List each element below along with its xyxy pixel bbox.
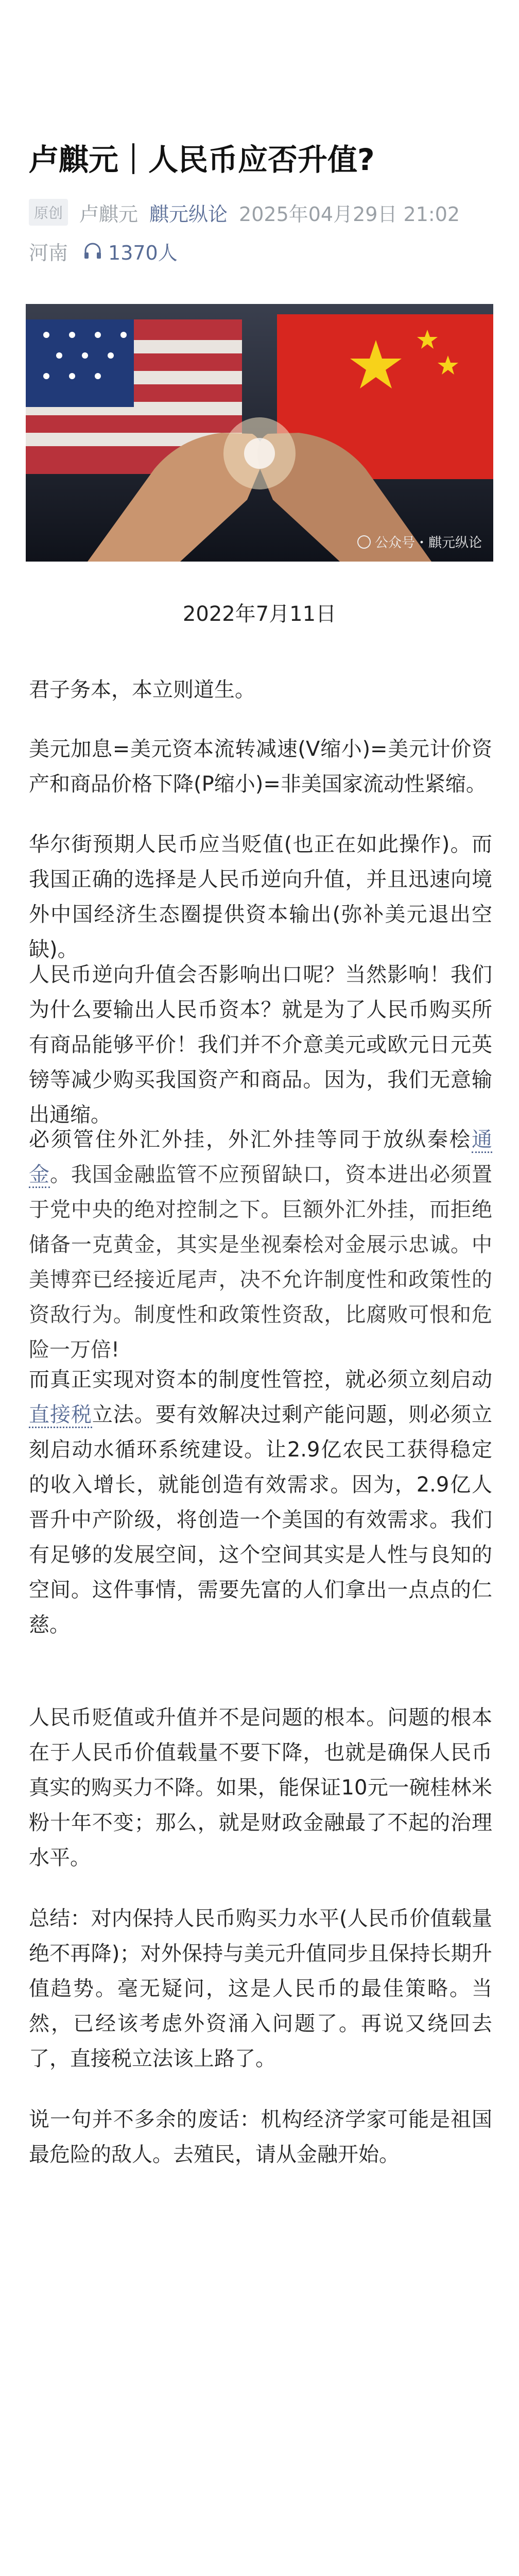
article-meta [29,201,460,224]
headphone-icon [83,242,102,260]
banner-image [26,304,493,562]
paragraph-7: 人民币贬值或升值并不是问题的根本。问题的根本在于人民币价值载量不要下降，也就是确保人民币真实的购买力不降。如果，能保证10元一碗桂林米粉十年不变；那么，就是财政金融最了不起的治理水平。 [29,1706,492,1870]
publish-datetime: 2025年04月29日 21:02 [239,202,460,226]
paragraph-1: 君子务本，本立则道生。 [29,678,255,702]
article-meta-secondary [29,240,178,262]
link-direct-tax[interactable]: 直接税 [29,1403,92,1428]
author-name[interactable]: 卢麒元 [79,202,139,226]
paragraph-5: 必须管住外汇外挂，外汇外挂等同于放纵秦桧通金。我国金融监管不应预留缺口，资本进出必须置于党中央的绝对控制之下。巨额外汇外挂，而拒绝储备一克黄金，其实是坐视秦桧对金展示忠诚。中美博弈已经接近尾声，决不允许制度性和政策性的资敌行为。制度性和政策性资敌，比腐败可恨和危险一万倍! [29,1128,493,1362]
paragraph-8: 总结：对内保持人民币购买力水平(人民币价值载量绝不再降)；对外保持与美元升值同步且保持长期升值趋势。毫无疑问，这是人民币的最佳策略。当然，已经该考虑外资涌入问题了。再说又绕回去了，直接税立法该上路了。 [29,1907,492,2071]
paragraph-6: 而真正实现对资本的制度性管控，就必须立刻启动直接税立法。要有效解决过剩产能问题，则必须立刻启动水循环系统建设。让2.9亿农民工获得稳定的收入增长，就能创造有效需求。因为，2.9亿人晋升中产阶级，将创造一个美国的有效需求。我们有足够的发展空间，这个空间其实是人性与良知的空间。这件事情，需要先富的人们拿出一点点的仁慈。 [29,1368,493,1637]
wechat-logo-icon [357,535,371,549]
flags-fists-illustration [26,304,493,562]
location: 河南 [29,241,68,264]
date-line: 2022年7月11日 [182,602,337,626]
paragraph-3: 华尔街预期人民币应当贬值(也正在如此操作)。而我国正确的选择是人民币逆向升值，并且迅速向境外中国经济生态圈提供资本输出(弥补美元退出空缺)。 [29,833,492,961]
paragraph-9: 说一句并不多余的废话：机构经济学家可能是祖国最危险的敌人。去殖民，请从金融开始。 [29,2108,492,2166]
article-title: 卢麒元｜人民币应否升值? [29,142,375,177]
original-badge: 原创 [29,199,68,226]
listen-button[interactable] [83,237,178,265]
account-name[interactable]: 麒元纵论 [149,202,228,226]
listen-count: 1370人 [108,241,178,264]
paragraph-4: 人民币逆向升值会否影响出口呢？当然影响！我们为什么要输出人民币资本？就是为了人民币购买所有商品能够平价！我们并不介意美元或欧元日元英镑等减少购买我国资产和商品。因为，我们无意输出通缩。 [29,963,492,1127]
paragraph-2: 美元加息=美元资本流转减速(V缩小)=美元计价资产和商品价格下降(P缩小)=非美国家流动性紧缩。 [29,737,492,796]
banner-watermark: 公众号・麒元纵论 [357,532,482,551]
link-tongjin[interactable]: 通金 [29,1128,492,1188]
